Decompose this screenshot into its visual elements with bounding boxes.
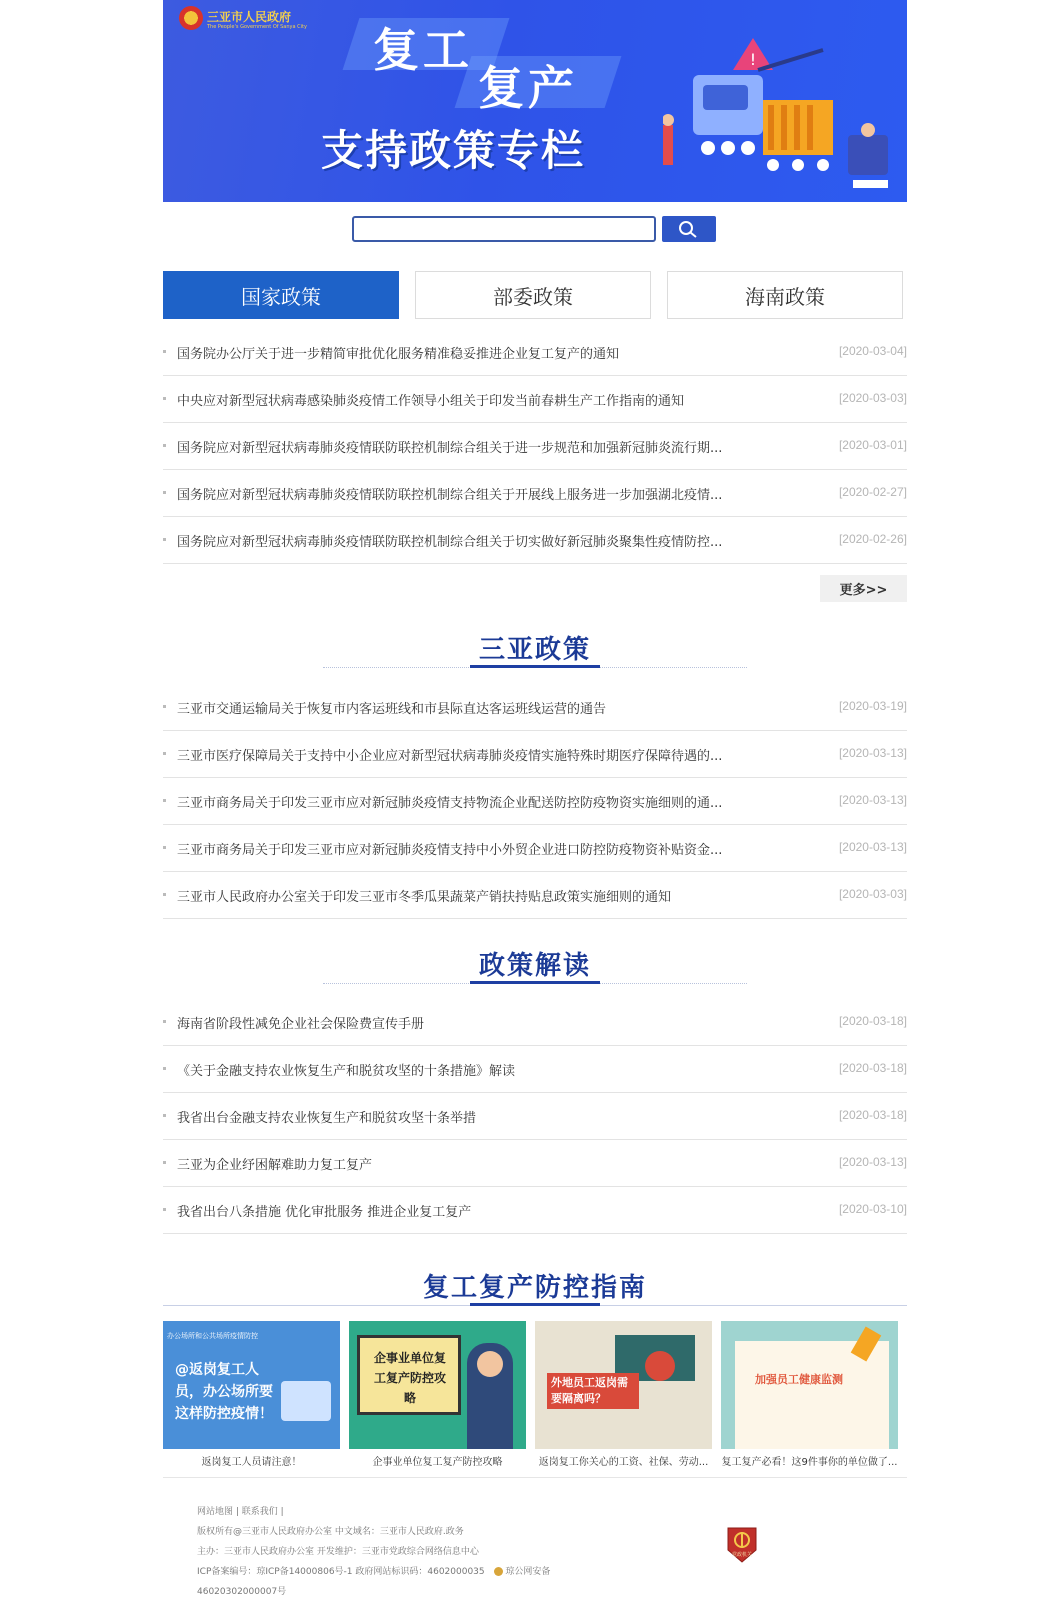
bullet-icon [163, 846, 166, 849]
bullet-icon [163, 444, 166, 447]
thumb-text: 外地员工返岗需要隔离吗？ [547, 1373, 639, 1409]
search-input[interactable] [352, 216, 656, 242]
guide-card[interactable] [349, 1321, 526, 1471]
item-title[interactable]: 我省出台金融支持农业恢复生产和脱贫攻坚十条举措 [177, 1111, 477, 1126]
policy-tabs [163, 271, 907, 321]
card-caption[interactable]: 返岗复工人员请注意！ [201, 1457, 302, 1468]
party-gov-agency-badge-icon[interactable] [726, 1526, 758, 1564]
item-date: [2020-03-04] [838, 344, 907, 358]
bullet-icon [163, 350, 166, 353]
item-title[interactable]: 海南省阶段性减免企业社会保险费宣传手册 [177, 1017, 425, 1032]
list-item[interactable] [163, 1046, 907, 1093]
list-item[interactable] [163, 825, 907, 872]
guide-cards [163, 1321, 907, 1471]
card-caption[interactable]: 复工复产必看！这9件事你的单位做了... [721, 1457, 898, 1468]
list-item[interactable] [163, 423, 907, 470]
thumb-tag: 办公场所和公共场所疫情防控 [167, 1332, 258, 1340]
national-emblem-icon [179, 6, 203, 30]
list-item[interactable] [163, 1140, 907, 1187]
footer-copyright: 版权所有@三亚市人民政府办公室 中文域名：三亚市人民政府.政务 [197, 1527, 464, 1537]
item-date: [2020-02-27] [838, 485, 907, 499]
tab-national-policy[interactable]: 国家政策 [163, 271, 399, 319]
gov-name-en: The People's Government Of Sanya City [207, 24, 307, 30]
footer-icp-line [197, 1562, 677, 1582]
list-item[interactable] [163, 684, 907, 731]
interpretation-list [163, 999, 907, 1234]
item-date: [2020-03-19] [838, 699, 907, 713]
item-title[interactable]: 三亚市人民政府办公室关于印发三亚市冬季瓜果蔬菜产销扶持贴息政策实施细则的通知 [177, 890, 672, 905]
bullet-icon [163, 1161, 166, 1164]
bullet-icon [163, 491, 166, 494]
guide-card[interactable] [163, 1321, 340, 1471]
item-title[interactable]: 中央应对新型冠状病毒感染肺炎疫情工作领导小组关于印发当前春耕生产工作指南的通知 [177, 394, 685, 409]
more-button[interactable]: 更多>> [820, 575, 907, 602]
item-date: [2020-03-18] [838, 1108, 907, 1122]
item-date: [2020-03-01] [838, 438, 907, 452]
bullet-icon [163, 1114, 166, 1117]
bullet-icon [163, 397, 166, 400]
item-date: [2020-03-13] [838, 746, 907, 760]
card-caption[interactable]: 返岗复工你关心的工资、社保、劳动... [538, 1457, 709, 1468]
gov-name[interactable]: 三亚市人民政府 [207, 10, 292, 24]
footer-divider [163, 1477, 907, 1478]
card-thumbnail[interactable] [721, 1321, 898, 1449]
list-item[interactable] [163, 1187, 907, 1234]
bullet-icon [163, 752, 166, 755]
list-item[interactable] [163, 872, 907, 919]
worker-face-icon [477, 1351, 503, 1377]
item-title[interactable]: 三亚市商务局关于印发三亚市应对新冠肺炎疫情支持中小外贸企业进口防控防疫物资补贴资金... [177, 843, 723, 858]
person-illustration-icon [645, 1351, 675, 1381]
item-date: [2020-03-13] [838, 1155, 907, 1169]
banner-title-line1: 复工 [373, 23, 473, 77]
item-title[interactable]: 三亚市交通运输局关于恢复市内客运班线和市县际直达客运班线运营的通告 [177, 702, 607, 717]
bullet-icon [163, 538, 166, 541]
svg-text:!: ! [749, 50, 757, 69]
footer-host: 主办：三亚市人民政府办公室 开发维护：三亚市党政综合网络信息中心 [197, 1547, 479, 1557]
banner-title-line2: 复产 [478, 61, 578, 115]
card-thumbnail[interactable] [349, 1321, 526, 1449]
item-date: [2020-03-18] [838, 1061, 907, 1075]
search-icon [662, 216, 716, 242]
bullet-icon [163, 1020, 166, 1023]
bullet-icon [163, 705, 166, 708]
item-title[interactable]: 我省出台八条措施 优化审批服务 推进企业复工复产 [177, 1205, 472, 1220]
badge-text: 党政机关 [731, 1552, 752, 1558]
item-title[interactable]: 三亚为企业纾困解难助力复工复产 [177, 1158, 373, 1173]
thumb-text: 加强员工健康监测 [755, 1373, 843, 1386]
footer-police[interactable]: 琼公网安备 [505, 1567, 551, 1577]
section-title: 政策解读 [478, 951, 591, 981]
item-date: [2020-03-13] [838, 840, 907, 854]
search-button[interactable] [662, 216, 716, 242]
banner-title-line3: 支持政策专栏 [321, 126, 586, 175]
item-date: [2020-03-18] [838, 1014, 907, 1028]
item-title[interactable]: 国务院办公厅关于进一步精简审批优化服务精准稳妥推进企业复工复产的通知 [177, 347, 620, 362]
item-date: [2020-03-13] [838, 793, 907, 807]
item-title[interactable]: 三亚市商务局关于印发三亚市应对新冠肺炎疫情支持物流企业配送防控防疫物资实施细则的通... [177, 796, 723, 811]
tab-hainan-policy[interactable]: 海南政策 [667, 271, 903, 319]
footer-links[interactable]: 网站地图 | 联系我们 | [197, 1507, 284, 1517]
card-caption[interactable]: 企事业单位复工复产防控攻略 [372, 1457, 503, 1468]
section-title: 复工复产防控指南 [422, 1273, 647, 1303]
section-title: 三亚政策 [478, 635, 591, 665]
item-title[interactable]: 《关于金融支持农业恢复生产和脱贫攻坚的十条措施》解读 [177, 1064, 516, 1079]
item-title[interactable]: 国务院应对新型冠状病毒肺炎疫情联防联控机制综合组关于切实做好新冠肺炎聚集性疫情防控... [177, 535, 723, 550]
item-title[interactable]: 国务院应对新型冠状病毒肺炎疫情联防联控机制综合组关于进一步规范和加强新冠肺炎流行期... [177, 441, 723, 456]
list-item[interactable] [163, 731, 907, 778]
national-policy-list [163, 329, 907, 564]
bullet-icon [163, 893, 166, 896]
list-item[interactable] [163, 517, 907, 564]
item-title[interactable]: 三亚市医疗保障局关于支持中小企业应对新型冠状病毒肺炎疫情实施特殊时期医疗保障待遇的... [177, 749, 723, 764]
bullet-icon [163, 1067, 166, 1070]
desk-illustration-icon [281, 1381, 331, 1421]
search-bar [352, 216, 716, 242]
card-thumbnail[interactable] [535, 1321, 712, 1449]
list-item[interactable] [163, 778, 907, 825]
list-item[interactable] [163, 376, 907, 423]
list-item[interactable] [163, 999, 907, 1046]
section-heading-interpretation [163, 945, 907, 985]
item-date: [2020-02-26] [838, 532, 907, 546]
bullet-icon [163, 1208, 166, 1211]
footer [197, 1502, 677, 1602]
section-heading-sanya [163, 629, 907, 669]
item-date: [2020-03-10] [838, 1202, 907, 1216]
sanya-policy-list [163, 684, 907, 919]
footer-icp[interactable]: ICP备案编号：琼ICP备14000806号-1 政府网站标识码：4602000035 [197, 1567, 485, 1577]
workers-machinery-illustration [663, 30, 903, 202]
tab-ministry-policy[interactable]: 部委政策 [415, 271, 651, 319]
guide-card[interactable] [721, 1321, 898, 1471]
thumb-text: @返岗复工人员，办公场所要这样防控疫情！ [175, 1362, 273, 1422]
thumb-text: 企事业单位复工复产防控攻略 [373, 1351, 446, 1405]
item-date: [2020-03-03] [838, 391, 907, 405]
section-heading-guide [163, 1267, 907, 1307]
police-badge-icon [494, 1567, 503, 1576]
footer-police-no: 46020302000007号 [197, 1587, 287, 1597]
card-thumbnail[interactable] [163, 1321, 340, 1449]
item-title[interactable]: 国务院应对新型冠状病毒肺炎疫情联防联控机制综合组关于开展线上服务进一步加强湖北疫情... [177, 488, 723, 503]
list-item[interactable] [163, 1093, 907, 1140]
list-item[interactable] [163, 470, 907, 517]
header-banner [163, 0, 907, 202]
list-item[interactable] [163, 329, 907, 376]
item-date: [2020-03-03] [838, 887, 907, 901]
guide-card[interactable] [535, 1321, 712, 1471]
sign-board [357, 1335, 461, 1415]
bullet-icon [163, 799, 166, 802]
